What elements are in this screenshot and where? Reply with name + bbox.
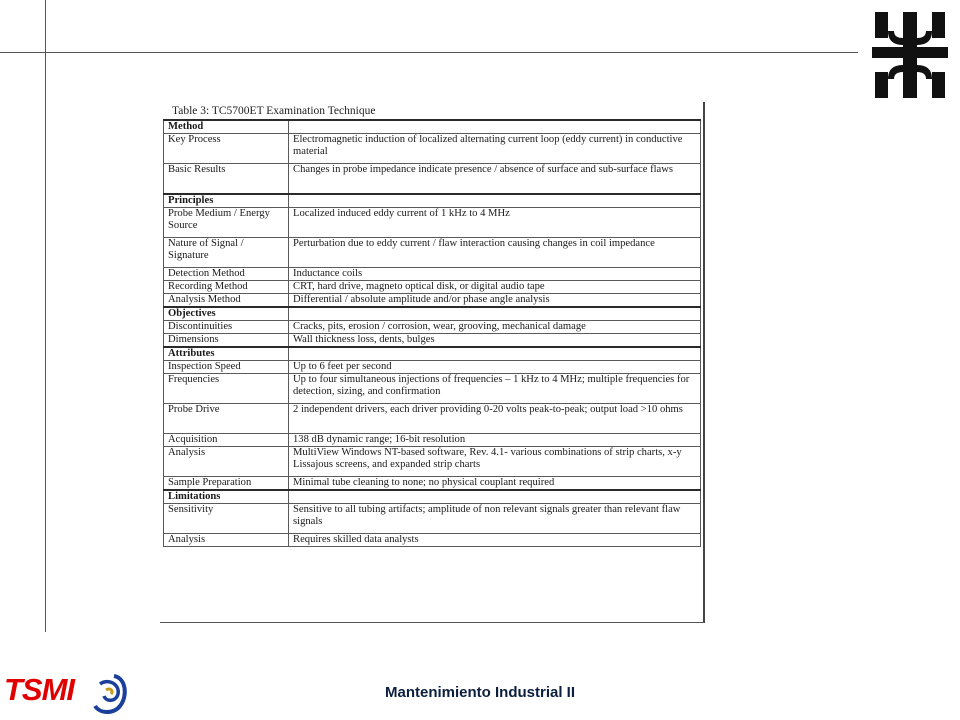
table-row: [164, 503, 701, 533]
table-row: [164, 333, 701, 347]
row-value: Changes in probe impedance indicate presence / absence of surface and sub-surface flaws: [289, 164, 701, 194]
row-value: 138 dB dynamic range; 16-bit resolution: [289, 433, 701, 446]
table-row: [164, 373, 701, 403]
row-label: Analysis: [164, 533, 289, 546]
utn-emblem-icon: [872, 12, 948, 98]
row-value: Up to 6 feet per second: [289, 360, 701, 373]
row-value: Inductance coils: [289, 267, 701, 280]
row-value: Electromagnetic induction of localized alternating current loop (eddy current) in conductive material: [289, 134, 701, 164]
section-label: Limitations: [164, 490, 289, 504]
table-row: [164, 164, 701, 194]
table-section-row: [164, 490, 701, 504]
table-caption: Table 3: TC5700ET Examination Technique: [172, 105, 376, 117]
tsmi-logo: TSMI: [4, 672, 75, 707]
row-label: Discontinuities: [164, 320, 289, 333]
row-value: Perturbation due to eddy current / flaw interaction causing changes in coil impedance: [289, 237, 701, 267]
table-row: [164, 280, 701, 293]
row-label: Key Process: [164, 134, 289, 164]
row-value: CRT, hard drive, magneto optical disk, or digital audio tape: [289, 280, 701, 293]
row-value: Cracks, pits, erosion / corrosion, wear, grooving, mechanical damage: [289, 320, 701, 333]
section-blank-cell: [289, 490, 701, 504]
row-value: MultiView Windows NT-based software, Rev. 4.1- various combinations of strip charts, x-y Lissajous screens, and expanded strip charts: [289, 446, 701, 476]
section-blank-cell: [289, 120, 701, 134]
table-section-row: [164, 307, 701, 321]
row-label: Acquisition: [164, 433, 289, 446]
table-row: [164, 403, 701, 433]
row-value: Localized induced eddy current of 1 kHz to 4 MHz: [289, 207, 701, 237]
table-row: [164, 533, 701, 546]
top-horizontal-rule: [0, 52, 858, 53]
table-row: [164, 267, 701, 280]
table-row: [164, 237, 701, 267]
table-row: [164, 446, 701, 476]
row-label: Sample Preparation: [164, 476, 289, 490]
row-label: Recording Method: [164, 280, 289, 293]
section-label: Attributes: [164, 347, 289, 361]
row-label: Analysis: [164, 446, 289, 476]
row-label: Nature of Signal / Signature: [164, 237, 289, 267]
row-label: Basic Results: [164, 164, 289, 194]
row-value: Up to four simultaneous injections of frequencies – 1 kHz to 4 MHz; multiple frequencies for detection, sizing, and confirmation: [289, 373, 701, 403]
section-blank-cell: [289, 347, 701, 361]
examination-technique-table-image: [160, 102, 705, 623]
table-section-row: [164, 347, 701, 361]
table-section-row: [164, 194, 701, 208]
table-section-row: [164, 120, 701, 134]
table-row: [164, 134, 701, 164]
section-blank-cell: [289, 194, 701, 208]
row-value: Wall thickness loss, dents, bulges: [289, 333, 701, 347]
row-label: Sensitivity: [164, 503, 289, 533]
table-row: [164, 207, 701, 237]
row-label: Dimensions: [164, 333, 289, 347]
table-row: [164, 476, 701, 490]
left-vertical-rule: [45, 0, 46, 632]
table-row: [164, 293, 701, 307]
row-value: Sensitive to all tubing artifacts; amplitude of non relevant signals greater than relevant flaw signals: [289, 503, 701, 533]
table-row: [164, 320, 701, 333]
row-label: Probe Medium / Energy Source: [164, 207, 289, 237]
section-blank-cell: [289, 307, 701, 321]
section-label: Objectives: [164, 307, 289, 321]
row-label: Analysis Method: [164, 293, 289, 307]
row-label: Detection Method: [164, 267, 289, 280]
row-label: Inspection Speed: [164, 360, 289, 373]
row-value: Minimal tube cleaning to none; no physical couplant required: [289, 476, 701, 490]
table-row: [164, 433, 701, 446]
row-label: Frequencies: [164, 373, 289, 403]
row-value: 2 independent drivers, each driver providing 0-20 volts peak-to-peak; output load >10 ohms: [289, 403, 701, 433]
row-value: Requires skilled data analysts: [289, 533, 701, 546]
row-label: Probe Drive: [164, 403, 289, 433]
table-row: [164, 360, 701, 373]
row-value: Differential / absolute amplitude and/or phase angle analysis: [289, 293, 701, 307]
footer-course-title: Mantenimiento Industrial II: [384, 684, 575, 701]
section-label: Method: [164, 120, 289, 134]
examination-technique-table: [163, 119, 701, 547]
section-label: Principles: [164, 194, 289, 208]
